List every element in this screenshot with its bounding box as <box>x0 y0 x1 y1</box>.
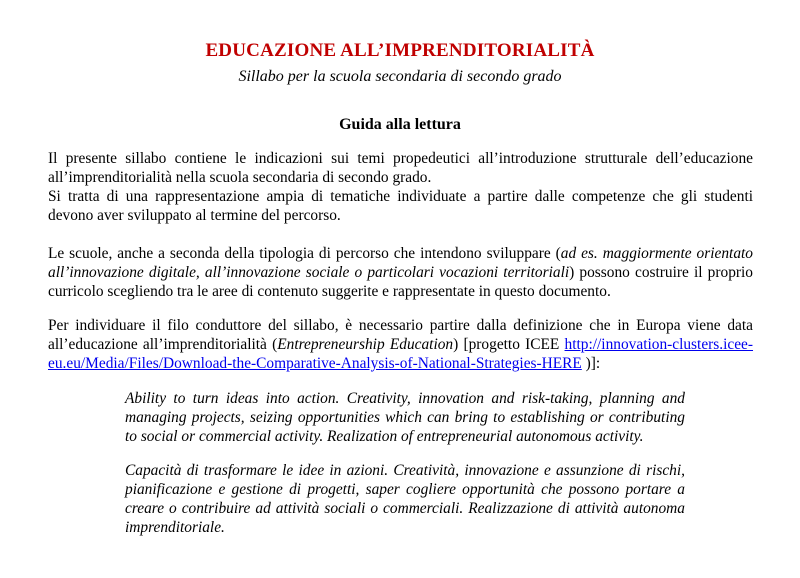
section-heading: Guida alla lettura <box>339 116 461 133</box>
document-title: EDUCAZIONE ALL’IMPRENDITORIALITÀ <box>205 40 595 61</box>
paragraph-definition-italic: Entrepreneurship Education <box>277 336 454 353</box>
paragraph-schools-italic: ad es. maggiormente orientato all’innovazione digitale, all’innovazione sociale o particolari vocazioni territoriali <box>48 245 753 281</box>
paragraph-definition <box>48 316 753 373</box>
quote-italian: Capacità di trasformare le idee in azioni. Creatività, innovazione e assunzione di rischi, pianificazione e gestione di progetti, saper cogliere opportunità che possono portare a creare o contribuire ad attività sociali o commerciali. Realizzazione di attività autonoma imprenditoriale. <box>125 462 685 536</box>
icee-project-link[interactable]: http://innovation-clusters.icee-eu.eu/Media/Files/Download-the-Comparative-Analysis-of-National-Strategies-HERE <box>48 336 754 372</box>
paragraph-intro-line1: Il presente sillabo contiene le indicazioni sui temi propedeutici all’introduzione strutturale dell’educazione all’imprenditorialità nella scuola secondaria di secondo grado. <box>48 150 753 186</box>
paragraph-intro-line2: Si tratta di una rappresentazione ampia di tematiche individuate a partire dalle competenze che gli studenti devono aver sviluppato al termine del percorso. <box>48 188 753 224</box>
document-subtitle: Sillabo per la scuola secondaria di secondo grado <box>238 68 562 85</box>
paragraph-schools-start: Le scuole, anche a seconda della tipologia di percorso che intendono sviluppare ( <box>48 245 561 262</box>
quote-english: Ability to turn ideas into action. Creativity, innovation and risk-taking, planning and managing projects, seizing opportunities which can bring to establishing or contributing to social or commercial activity. Realization of entrepreneurial autonomous activity. <box>125 390 685 445</box>
paragraph-schools-end: ) possono costruire il proprio curricolo scegliendo tra le aree di contenuto suggerite e rappresentate in questo documento. <box>48 264 753 300</box>
paragraph-intro <box>48 149 753 225</box>
paragraph-definition-mid: ) [progetto ICEE <box>453 336 565 353</box>
paragraph-schools <box>48 244 753 301</box>
paragraph-definition-start: Per individuare il filo conduttore del sillabo, è necessario partire dalla definizione che in Europa viene data all’educazione all’imprenditorialità ( <box>48 317 753 353</box>
paragraph-definition-end: )]: <box>581 355 601 372</box>
